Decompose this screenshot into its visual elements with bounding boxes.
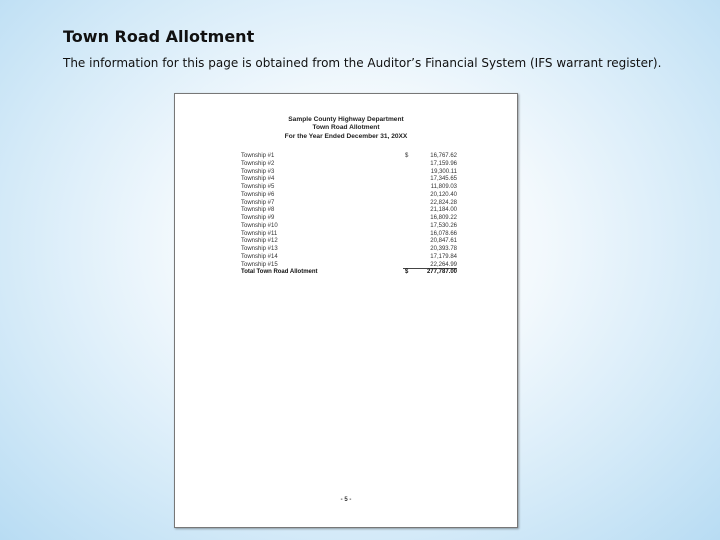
allotment-amount: 16,078.66 (430, 230, 457, 237)
township-name: Township #8 (241, 207, 275, 214)
table-row (241, 176, 457, 184)
allotment-amount: 20,120.40 (430, 191, 457, 198)
allotment-amount: 20,847.61 (430, 238, 457, 245)
allotment-amount: 17,159.96 (430, 160, 457, 167)
township-name: Township #11 (241, 230, 278, 237)
allotment-amount: 17,179.84 (430, 253, 457, 260)
township-name: Township #10 (241, 222, 278, 229)
total-label: Total Town Road Allotment (241, 269, 318, 276)
slide-title: Town Road Allotment (63, 27, 255, 46)
allotment-table (241, 153, 457, 277)
allotment-amount: 17,345.65 (430, 176, 457, 183)
table-row (241, 215, 457, 223)
township-name: Township #14 (241, 253, 278, 260)
allotment-amount: 20,393.78 (430, 246, 457, 252)
allotment-amount: 11,809.03 (430, 184, 457, 190)
township-name: Township #7 (241, 199, 275, 206)
table-row (241, 223, 457, 231)
document-header-title: Town Road Allotment (312, 124, 380, 132)
table-row (241, 200, 457, 208)
township-name: Township #13 (241, 246, 278, 252)
allotment-amount: 16,809.22 (430, 215, 457, 221)
township-name: Township #1 (241, 153, 275, 159)
table-row (241, 184, 457, 192)
currency-symbol: $ (405, 153, 409, 159)
table-row (241, 169, 457, 177)
allotment-amount: 22,264.99 (430, 261, 457, 268)
document-header (175, 116, 517, 141)
table-row (241, 238, 457, 246)
township-name: Township #12 (241, 238, 278, 245)
allotment-amount: 17,530.26 (430, 222, 457, 229)
table-row (241, 254, 457, 262)
township-name: Township #4 (241, 176, 275, 183)
document-page-image (174, 93, 518, 528)
allotment-amount: 16,767.62 (430, 153, 457, 159)
township-name: Township #6 (241, 191, 275, 198)
township-name: Township #9 (241, 215, 275, 221)
document-header-period: For the Year Ended December 31, 20XX (284, 132, 408, 140)
total-currency-symbol: $ (405, 269, 409, 276)
page-number: - 5 - (340, 497, 352, 503)
total-amount: 277,787.00 (426, 269, 457, 276)
table-row (241, 161, 457, 169)
allotment-amount: 21,184.00 (430, 207, 457, 214)
township-name: Township #15 (241, 261, 278, 268)
table-row (241, 153, 457, 161)
township-name: Township #3 (241, 168, 275, 175)
slide-subtitle: The information for this page is obtained from the Auditor’s Financial System (IFS warrant register). (63, 56, 662, 70)
table-row (241, 192, 457, 200)
township-name: Township #2 (241, 160, 275, 167)
table-row (241, 207, 457, 215)
allotment-amount: 19,300.11 (430, 168, 457, 175)
document-header-agency: Sample County Highway Department (288, 116, 404, 123)
table-row (241, 231, 457, 239)
total-row (241, 269, 457, 277)
allotment-amount: 22,824.28 (430, 199, 457, 206)
table-row (241, 246, 457, 254)
township-name: Township #5 (241, 184, 275, 190)
